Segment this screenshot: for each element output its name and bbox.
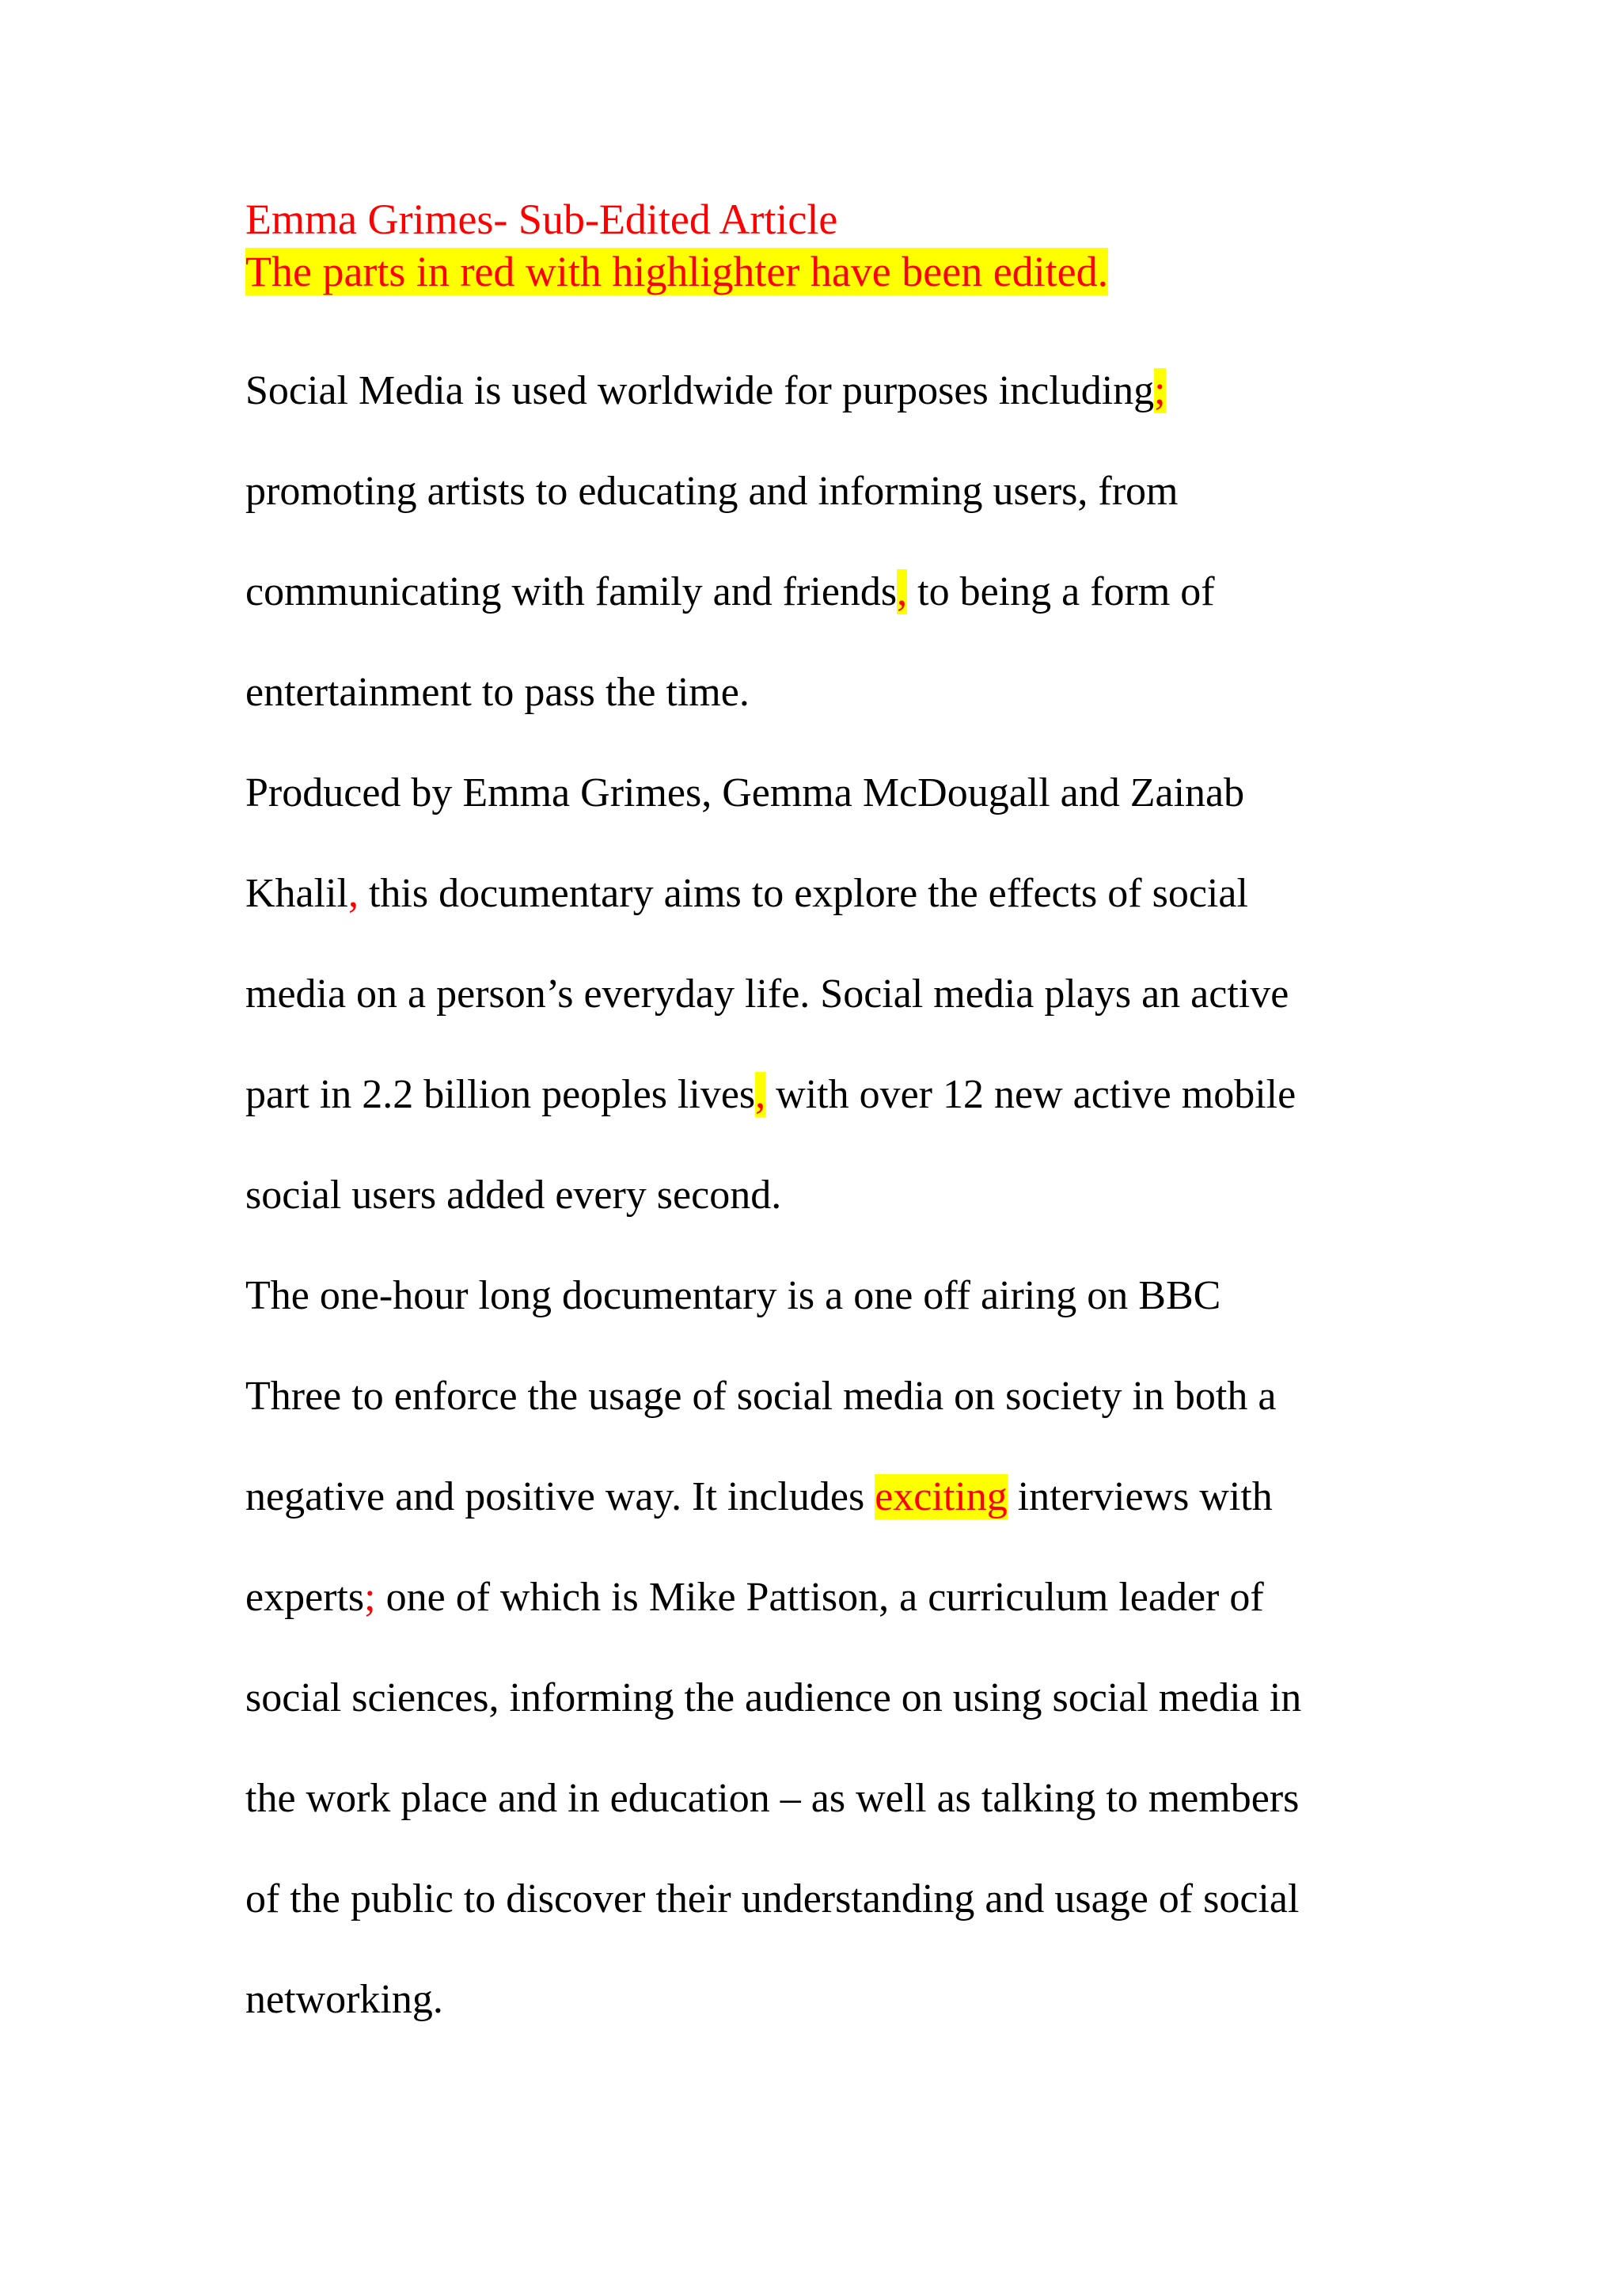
text-line: The one-hour long documentary is a one off airing on BBC — [245, 1273, 1221, 1318]
text-line: social sciences, informing the audience on using social media in — [245, 1675, 1302, 1720]
text-line: of the public to discover their understanding and usage of social — [245, 1876, 1300, 1922]
text-run: interviews with — [1007, 1474, 1273, 1519]
edited-punctuation: ; — [1154, 368, 1166, 413]
document-header — [245, 193, 1108, 298]
text-line — [245, 340, 1377, 441]
text-line: Three to enforce the usage of social media on society in both a — [245, 1374, 1277, 1419]
text-line: the work place and in education – as well as talking to members — [245, 1776, 1300, 1821]
text-run: with over 12 new active mobile — [765, 1072, 1296, 1117]
text-run: to being a form of — [907, 569, 1215, 614]
text-line: media on a person’s everyday life. Social media plays an active — [245, 971, 1289, 1017]
text-line — [245, 1044, 1377, 1145]
text-line: social users added every second. — [245, 1173, 782, 1218]
text-line: entertainment to pass the time. — [245, 670, 750, 715]
text-line: Produced by Emma Grimes, Gemma McDougall and Zainab — [245, 770, 1245, 815]
edited-word: exciting — [875, 1474, 1008, 1519]
text-run: negative and positive way. It includes — [245, 1474, 875, 1519]
edited-punctuation: ; — [364, 1575, 376, 1620]
text-run: Khalil — [245, 871, 348, 916]
text-run: communicating with family and friends — [245, 569, 898, 614]
text-line: networking. — [245, 1977, 443, 2022]
text-run: one of which is Mike Pattison, a curriculum leader of — [375, 1575, 1264, 1620]
edited-punctuation: , — [755, 1072, 766, 1117]
text-line: promoting artists to educating and informing users, from — [245, 469, 1179, 514]
text-run: Social Media is used worldwide for purposes including — [245, 368, 1155, 413]
text-run: this documentary aims to explore the effects of social — [358, 871, 1248, 916]
edit-note: The parts in red with highlighter have been edited. — [245, 248, 1109, 295]
edited-punctuation: , — [897, 569, 908, 614]
text-line — [245, 843, 1377, 944]
edited-punctuation: , — [347, 871, 359, 916]
text-run: experts — [245, 1575, 365, 1620]
text-line — [245, 1446, 1377, 1547]
article-body — [245, 340, 1377, 2050]
article-title: Emma Grimes- Sub-Edited Article — [245, 196, 838, 243]
text-run: part in 2.2 billion peoples lives — [245, 1072, 756, 1117]
text-line — [245, 1547, 1377, 1648]
text-line — [245, 542, 1377, 642]
